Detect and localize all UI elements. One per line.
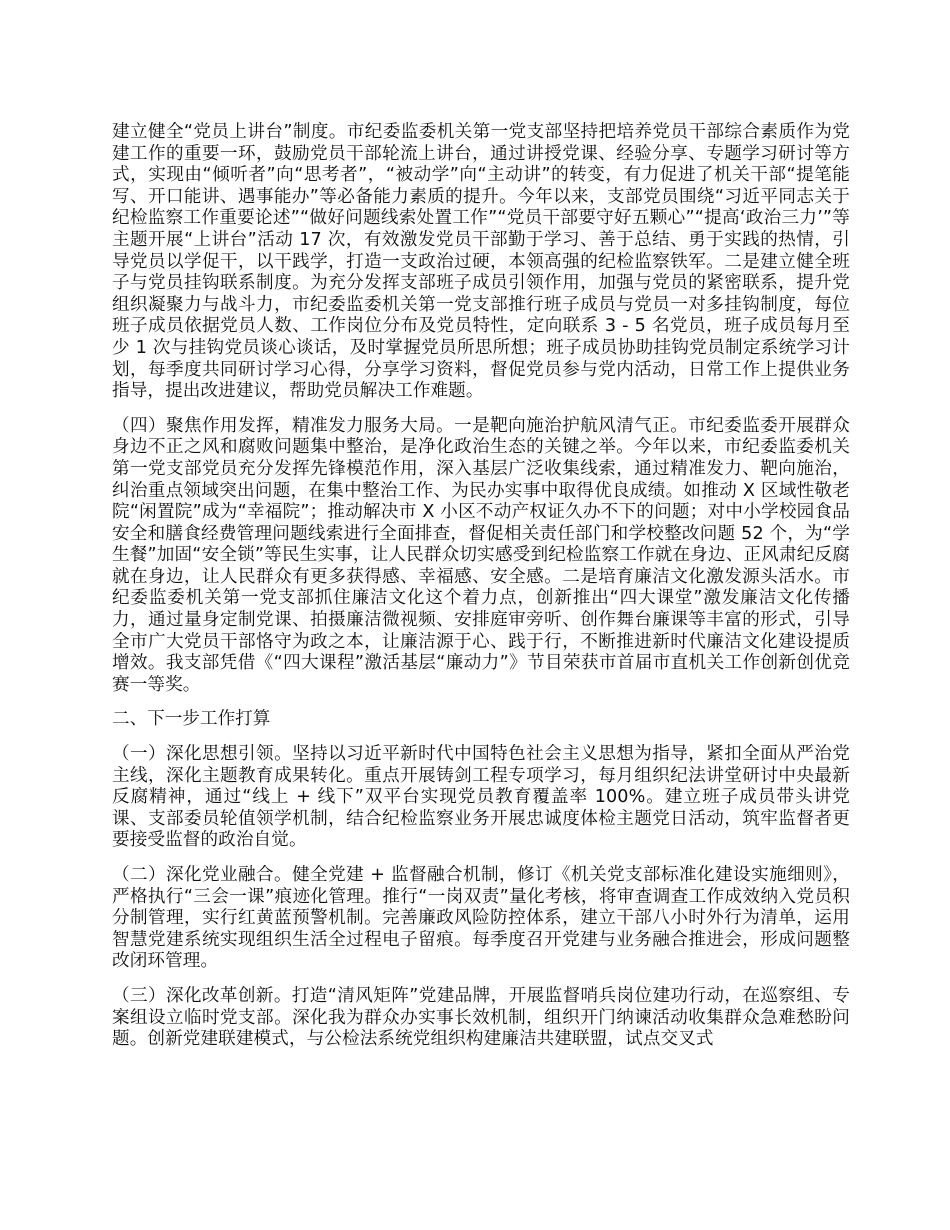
document-body	[112, 122, 850, 1064]
paragraph-deepen-party-business-integration: （二）深化党业融合。健全党建 + 监督融合机制，修订《机关党支部标准化建设实施细则》，严格执行“三会一课”痕迹化管理。推行“一岗双责”量化考核，将审查调查工作成效纳入党员积分制管理，实行红黄蓝预警机制。完善廉政风险防控体系，建立干部八小时外行为清单，运用智慧党建系统实现组织生活全过程电子留痕。每季度召开党建与业务融合推进会，形成问题整改闭环管理。	[112, 865, 850, 972]
section-heading-next-steps: 二、下一步工作打算	[112, 709, 271, 730]
paragraph-section-four-focus-role: （四）聚焦作用发挥，精准发力服务大局。一是靶向施治护航风清气正。市纪委监委开展群众身边不正之风和腐败问题集中整治，是净化政治生态的关键之举。今年以来，市纪委监委机关第一党支部党员充分发挥先锋模范作用，深入基层广泛收集线索，通过精准发力、靶向施治，纠治重点领域突出问题，在集中整治工作、为民办实事中取得优良成绩。如推动 X 区域性敬老院“闲置院”成为“幸福院”；推动解决市 X 小区不动产权证久办不下的问题；对中小学校园食品安全和膳食经费管理问题线索进行全面排查，督促相关责任部门和学校整改问题 52 个，为“学生餐”加固“安全锁”等民生实事，让人民群众切实感受到纪检监察工作就在身边、正风肃纪反腐就在身边，让人民群众有更多获得感、幸福感、安全感。二是培育廉洁文化激发源头活水。市纪委监委机关第一党支部抓住廉洁文化这个着力点，创新推出“四大课堂”激发廉洁文化传播力，通过量身定制党课、拍摄廉洁微视频、安排庭审旁听、创作舞台廉课等丰富的形式，引导全市广大党员干部恪守为政之本，让廉洁源于心、践于行，不断推进新时代廉洁文化建设提质增效。我支部凭借《“四大课程”激活基层“廉动力”》节目荣获市首届市直机关工作创新创优竞赛一等奖。	[112, 415, 850, 695]
paragraph-deepen-reform-innovation: （三）深化改革创新。打造“清风矩阵”党建品牌，开展监督哨兵岗位建功行动，在巡察组、专案组设立临时党支部。深化我为群众办实事长效机制，组织开门纳谏活动收集群众急难愁盼问题。创新党建联建模式，与公检法系统党组织构建廉洁共建联盟，试点交叉式	[112, 985, 850, 1050]
paragraph-deepen-ideological-guidance: （一）深化思想引领。坚持以习近平新时代中国特色社会主义思想为指导，紧扣全面从严治党主线，深化主题教育成果转化。重点开展铸剑工程专项学习，每月组织纪法讲堂研讨中央最新反腐精神，通过“线上 + 线下”双平台实现党员教育覆盖率 100%。建立班子成员带头讲党课、支部委员轮值领学机制，结合纪检监察业务开展忠诚度体检主题党日活动，筑牢监督者更要接受监督的政治自觉。	[112, 744, 850, 851]
paragraph-party-lecture-and-liaison: 建立健全“党员上讲台”制度。市纪委监委机关第一党支部坚持把培养党员干部综合素质作为党建工作的重要一环，鼓励党员干部轮流上讲台，通过讲授党课、经验分享、专题学习研讨等方式，实现由“倾听者”向“思考者”，“被动学”向“主动讲”的转变，有力促进了机关干部“提笔能写、开口能讲、遇事能办”等必备能力素质的提升。今年以来，支部党员围绕“习近平同志关于纪检监察工作重要论述”“做好问题线索处置工作”“党员干部要守好五颗心”“提高‘政治三力’”等主题开展“上讲台”活动 17 次，有效激发党员干部勤于学习、善于总结、勇于实践的热情，引导党员以学促干，以干践学，打造一支政治过硬，本领高强的纪检监察铁军。二是建立健全班子与党员挂钩联系制度。为充分发挥支部班子成员引领作用，加强与党员的紧密联系，提升党组织凝聚力与战斗力，市纪委监委机关第一党支部推行班子成员与党员一对多挂钩制度，每位班子成员依据党员人数、工作岗位分布及党员特性，定向联系 3 - 5 名党员，班子成员每月至少 1 次与挂钩党员谈心谈话，及时掌握党员所思所想；班子成员协助挂钩党员制定系统学习计划，每季度共同研讨学习心得，分享学习资料，督促党员参与党内活动，日常工作上提供业务指导，提出改进建议，帮助党员解决工作难题。	[112, 122, 850, 402]
